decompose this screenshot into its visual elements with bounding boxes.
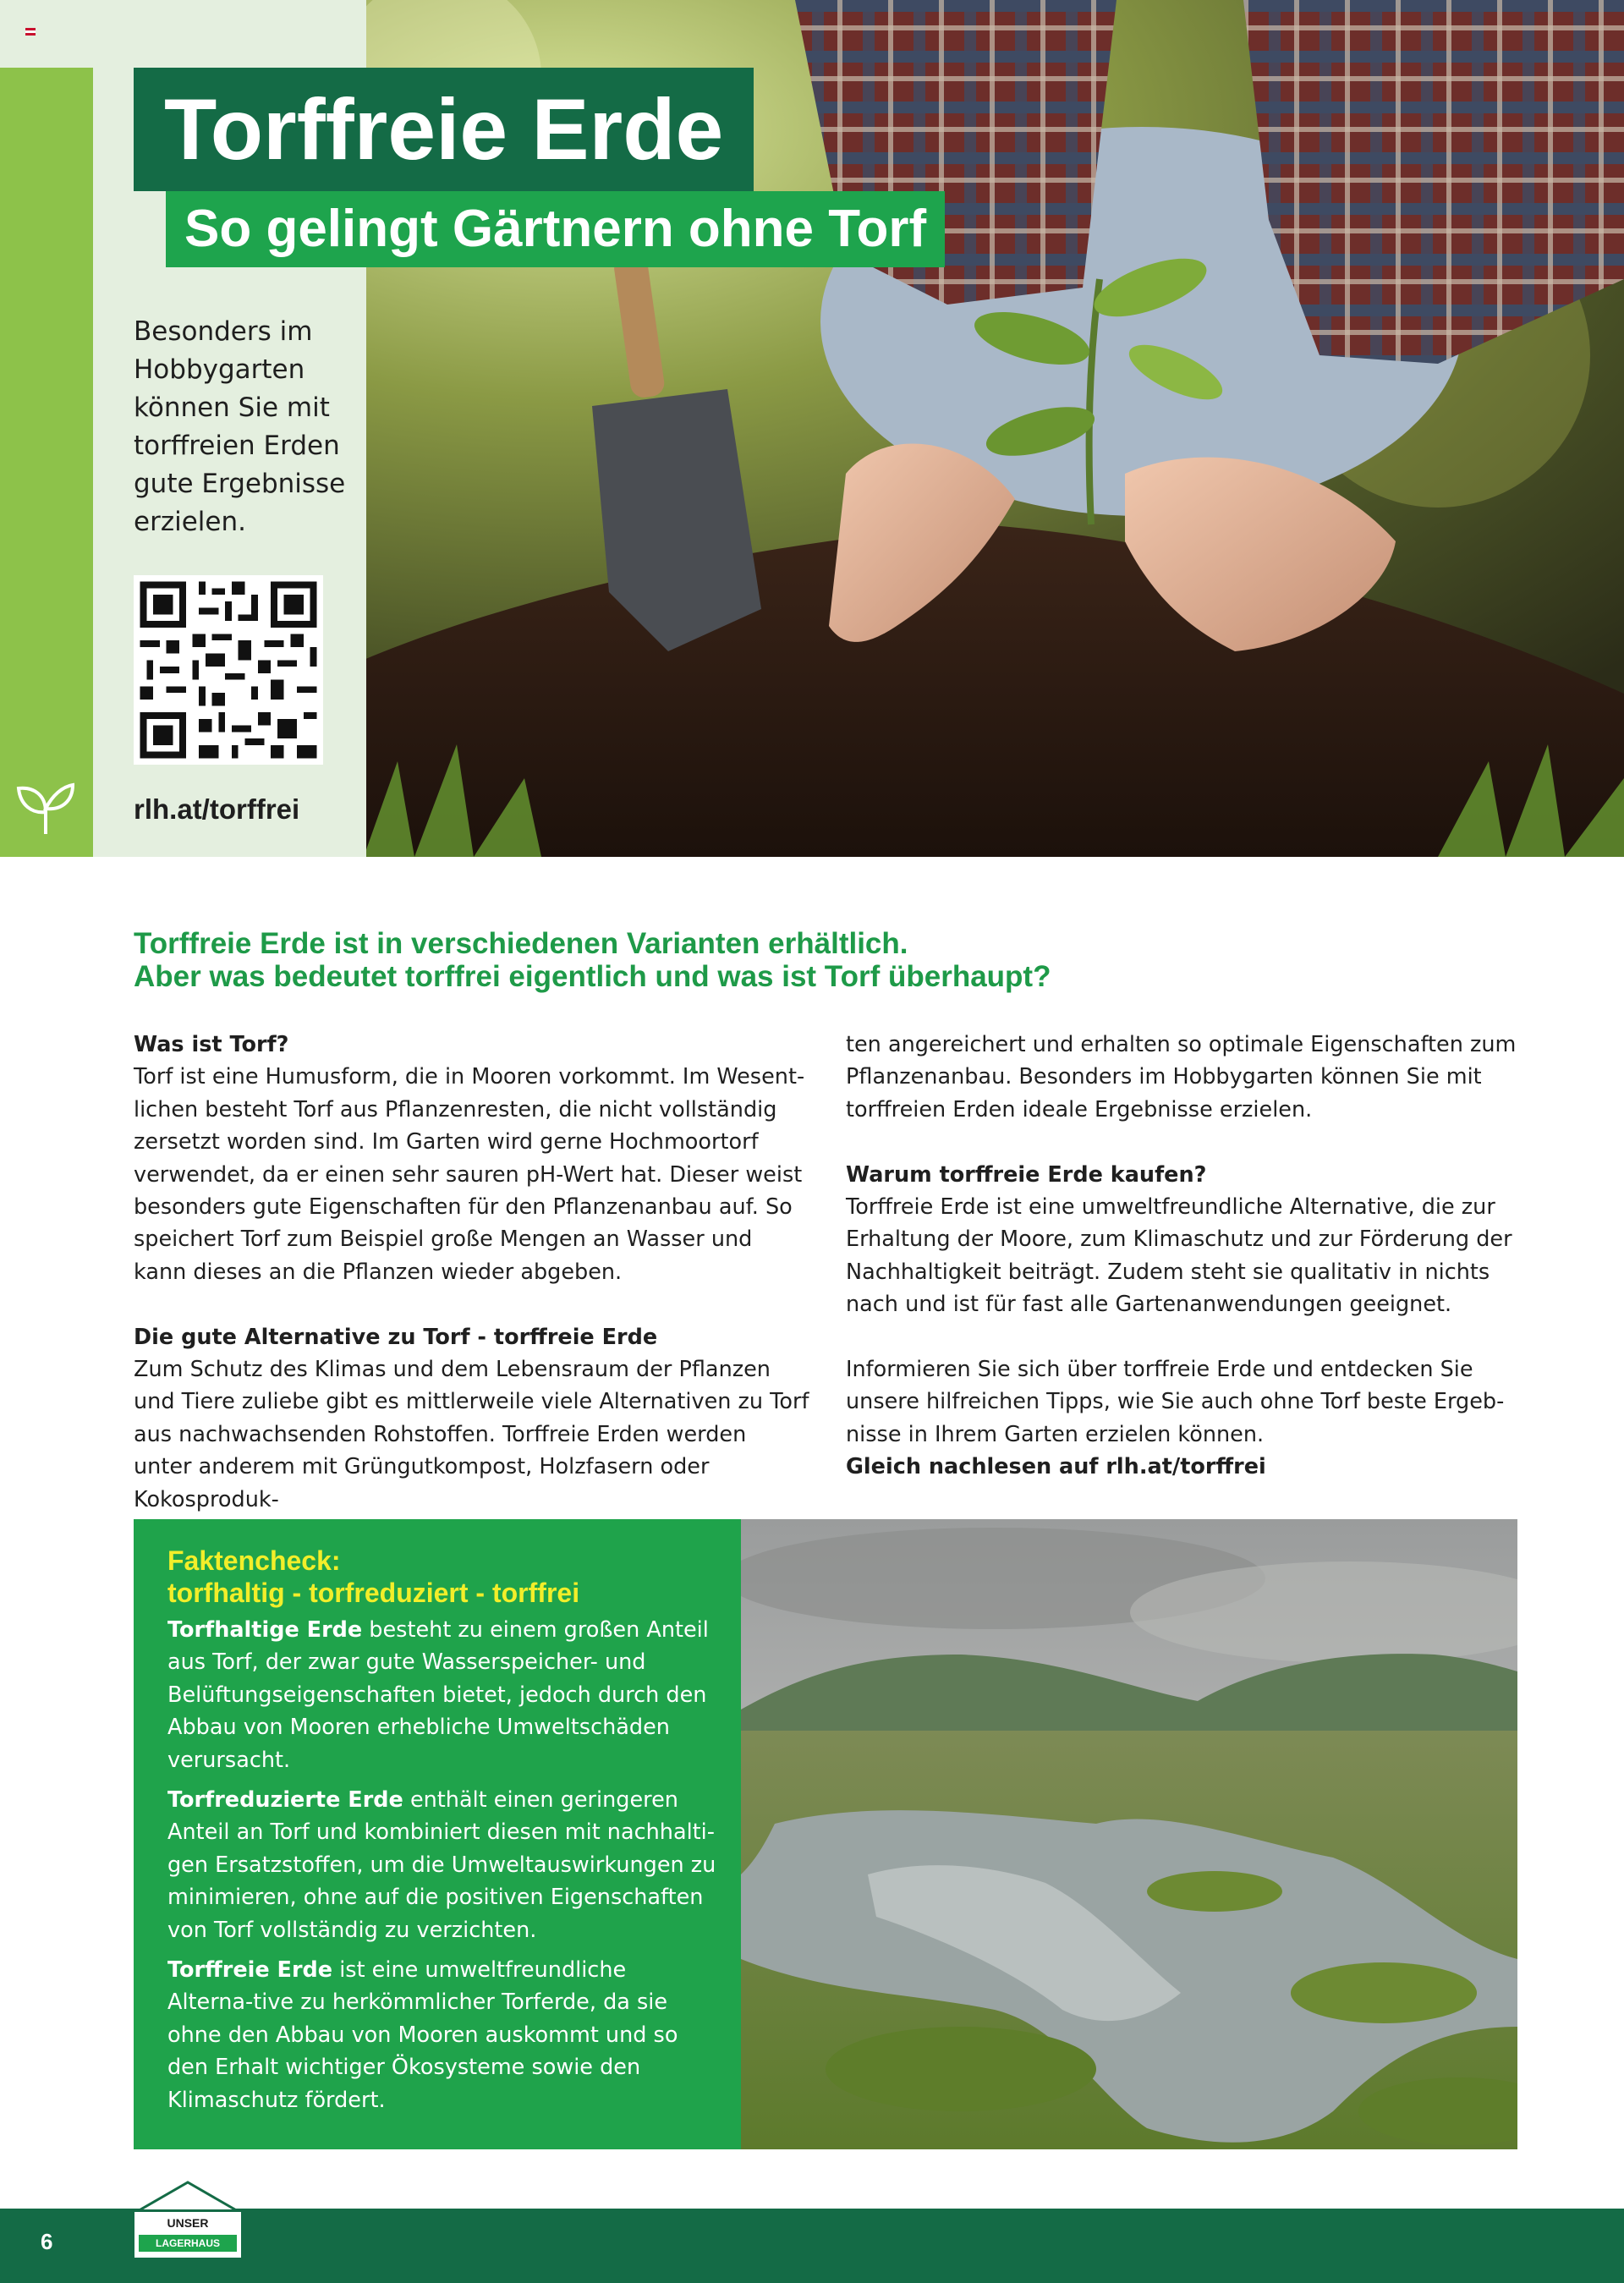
paragraph: Informieren Sie sich über torffreie Erde und entdecken Sie unsere hilfreichen Tipps, wie Sie auch ohne Torf beste Ergeb-nisse in Ihrem Garten erzielen können.: [846, 1357, 1505, 1447]
article-column-2: [846, 1029, 1522, 1484]
flag-icon: [25, 28, 36, 35]
section-heading: Die gute Alternative zu Torf - torffreie Erde: [134, 1324, 658, 1350]
facts-content: [167, 1545, 717, 2124]
qr-code[interactable]: [134, 575, 323, 765]
fact-term: Torfreduzierte Erde: [167, 1787, 403, 1814]
fact-item: [167, 1954, 717, 2116]
fact-item: [167, 1784, 717, 1946]
moor-photo: [741, 1519, 1517, 2149]
fact-term: Torffreie Erde: [167, 1957, 333, 1984]
fact-text: ist eine umweltfreundliche Alterna-tive zu herkömmlicher Torferde, da sie ohne den Abbau von Mooren auskommt und so den Erhalt wichtiger Ökosysteme sowie den Klimaschutz fördert.: [167, 1957, 678, 2113]
page-number: 6: [41, 2229, 53, 2254]
intro-text: Besonders im Hobbygarten können Sie mit torffreien Erden gute Ergebnisse erzielen.: [134, 316, 346, 537]
logo-text-2: LAGERHAUS: [139, 2235, 237, 2252]
fact-text: enthält einen geringeren Anteil an Torf und kombiniert diesen mit nachhalti-gen Ersatzstoffen, um die Umweltauswirkungen zu minimieren, ohne auf die positiven Eigenschaften von Torf vollständig zu verzichten.: [167, 1787, 716, 1943]
headline-line-2: Aber was bedeutet torffrei eigentlich und was ist Torf überhaupt?: [134, 960, 1051, 993]
section-heading: Warum torffreie Erde kaufen?: [846, 1161, 1207, 1188]
sprout-icon: [15, 780, 76, 836]
logo-text-1: UNSER: [167, 2216, 209, 2230]
facts-heading: [167, 1545, 717, 1609]
paragraph: Torffreie Erde ist eine umweltfreundliche Alternative, die zur Erhaltung der Moore, zum Klimaschutz und zur Förderung der Nachhaltigkeit beiträgt. Zudem steht sie qualitativ in nichts nach und ist für fast alle Gartenanwendungen geeignet.: [846, 1194, 1512, 1318]
accent-strip: [0, 68, 93, 857]
cta-link[interactable]: Gleich nachlesen auf rlh.at/torffrei: [846, 1454, 1266, 1480]
fact-text: besteht zu einem großen Anteil aus Torf, der zwar gute Wasserspeicher- und Belüftungseigenschaften bietet, jedoch durch den Abbau von Mooren erhebliche Umweltschäden verursacht.: [167, 1617, 709, 1773]
facts-heading-line-2: torfhaltig - torfreduziert - torffrei: [167, 1578, 580, 1608]
fact-item: [167, 1614, 717, 1776]
article-headline: [134, 927, 1572, 993]
headline-line-1: Torffreie Erde ist in verschiedenen Varianten erhältlich.: [134, 927, 908, 960]
paragraph: Torf ist eine Humusform, die in Mooren vorkommt. Im Wesent-lichen besteht Torf aus Pflanzenresten, die nicht vollständig zersetzt worden sind. Im Garten wird gerne Hochmoortorf verwendet, da er einen sehr sauren pH-Wert hat. Dieser weist besonders gute Eigenschaften für den Pflanzenanbau auf. So speichert Torf zum Beispiel große Mengen an Wasser und kann dieses an die Pflanzen wieder abgeben.: [134, 1064, 805, 1285]
page-subtitle: So gelingt Gärtnern ohne Torf: [166, 191, 945, 267]
fact-term: Torfhaltige Erde: [167, 1617, 363, 1643]
lagerhaus-logo[interactable]: [132, 2181, 244, 2262]
section-heading: Was ist Torf?: [134, 1032, 289, 1057]
page-title: Torffreie Erde: [134, 68, 754, 191]
footer-bar: [0, 2209, 1624, 2283]
paragraph: Zum Schutz des Klimas und dem Lebensraum der Pflanzen und Tiere zuliebe gibt es mittlerweile viele Alternativen zu Torf aus nachwachsenden Rohstoffen. Torffreie Erden werden unter anderem mit Grüngutkompost, Holzfasern oder Kokosproduk-: [134, 1357, 809, 1512]
hero-url-link[interactable]: rlh.at/torffrei: [134, 793, 300, 825]
facts-heading-line-1: Faktencheck:: [167, 1545, 341, 1576]
paragraph: ten angereichert und erhalten so optimale Eigenschaften zum Pflanzenanbau. Besonders im Hobbygarten können Sie mit torffreien Erden ideale Ergebnisse erzielen.: [846, 1032, 1517, 1122]
article-column-1: [134, 1029, 810, 1516]
